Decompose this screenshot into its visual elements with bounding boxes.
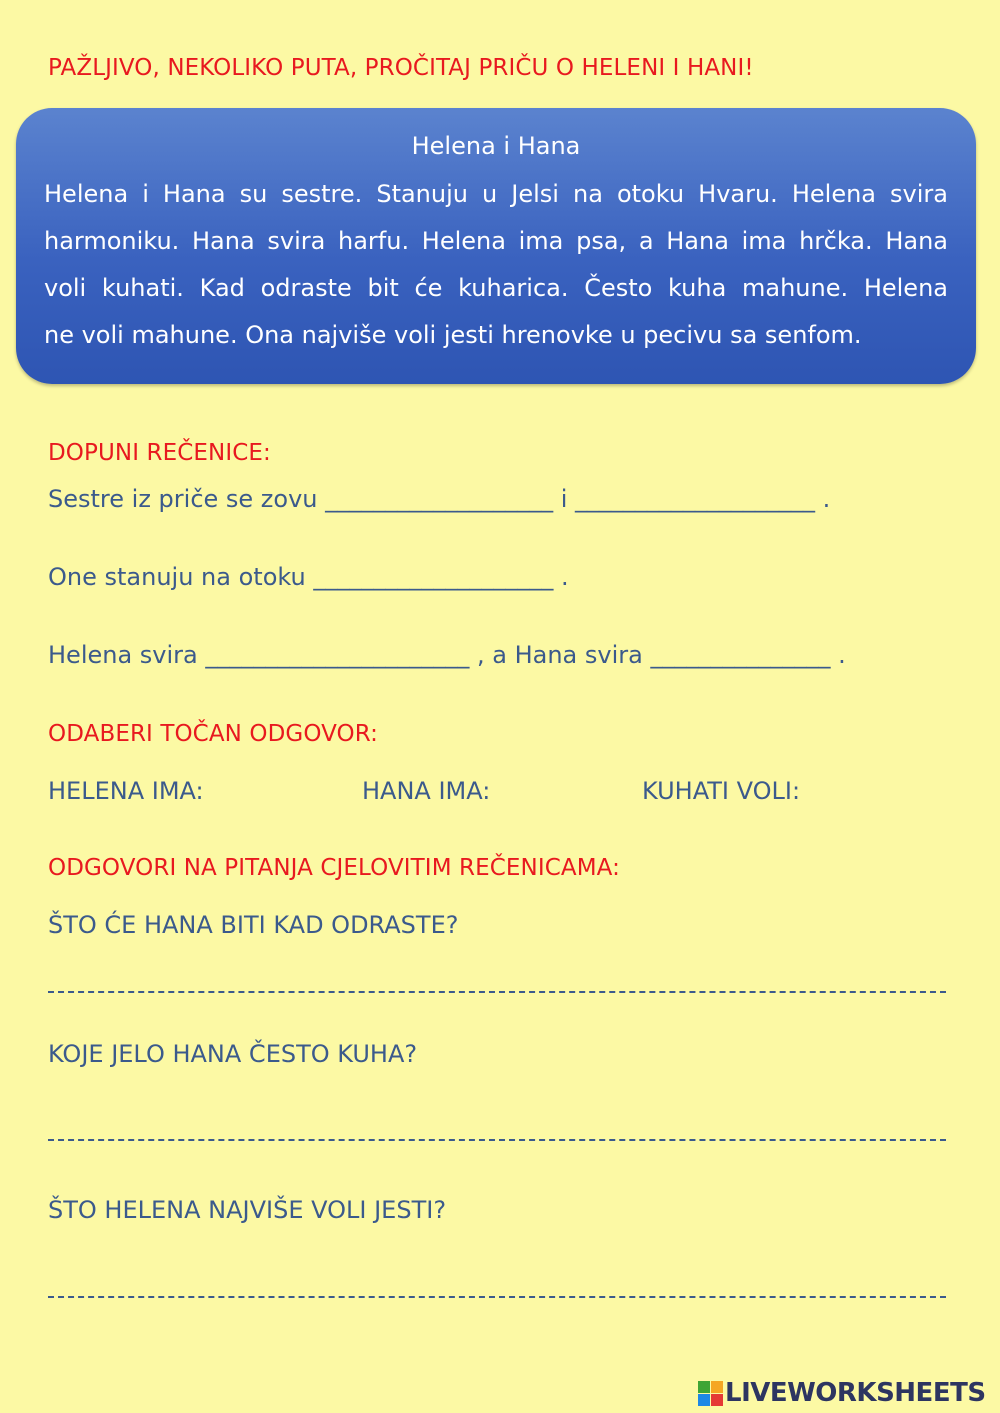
instruction-choose: ODABERI TOČAN ODGOVOR: bbox=[48, 721, 378, 747]
fill-sentence-instruments[interactable]: Helena svira ______________________ , a Hana svira _______________ . bbox=[48, 641, 846, 669]
logo-text: LIVEWORKSHEETS bbox=[725, 1378, 986, 1408]
story-line: voli kuhati. Kad odraste bit će kuharica. Često kuha mahune. Helena bbox=[44, 274, 948, 302]
choice-cook-label: KUHATI VOLI: bbox=[642, 777, 801, 805]
instruction-fill: DOPUNI REČENICE: bbox=[48, 440, 271, 466]
story-line: ne voli mahune. Ona najviše voli jesti hrenovke u pecivu sa senfom. bbox=[44, 321, 862, 349]
instruction-read: PAŽLJIVO, NEKOLIKO PUTA, PROČITAJ PRIČU O HELENI I HANI! bbox=[48, 55, 754, 81]
logo-mark-icon bbox=[698, 1381, 723, 1406]
choice-hana-label: HANA IMA: bbox=[362, 777, 491, 805]
fill-sentence-island[interactable]: One stanuju na otoku ____________________ . bbox=[48, 563, 569, 591]
choice-helena-label: HELENA IMA: bbox=[48, 777, 204, 805]
question-hana-cooks: KOJE JELO HANA ČESTO KUHA? bbox=[48, 1040, 418, 1068]
story-line: harmoniku. Hana svira harfu. Helena ima psa, a Hana ima hrčka. Hana bbox=[44, 227, 948, 255]
question-helena-food: ŠTO HELENA NAJVIŠE VOLI JESTI? bbox=[48, 1196, 447, 1224]
answer-line-2[interactable] bbox=[48, 1139, 946, 1141]
question-hana-future: ŠTO ĆE HANA BITI KAD ODRASTE? bbox=[48, 911, 459, 939]
story-title: Helena i Hana bbox=[411, 132, 581, 160]
fill-sentence-names[interactable]: Sestre iz priče se zovu ___________________ i ____________________ . bbox=[48, 485, 831, 513]
story-line: Helena i Hana su sestre. Stanuju u Jelsi na otoku Hvaru. Helena svira bbox=[44, 180, 948, 208]
answer-line-1[interactable] bbox=[48, 991, 946, 993]
liveworksheets-logo bbox=[698, 1378, 986, 1408]
answer-line-3[interactable] bbox=[48, 1296, 946, 1298]
instruction-answer: ODGOVORI NA PITANJA CJELOVITIM REČENICAMA: bbox=[48, 855, 620, 881]
